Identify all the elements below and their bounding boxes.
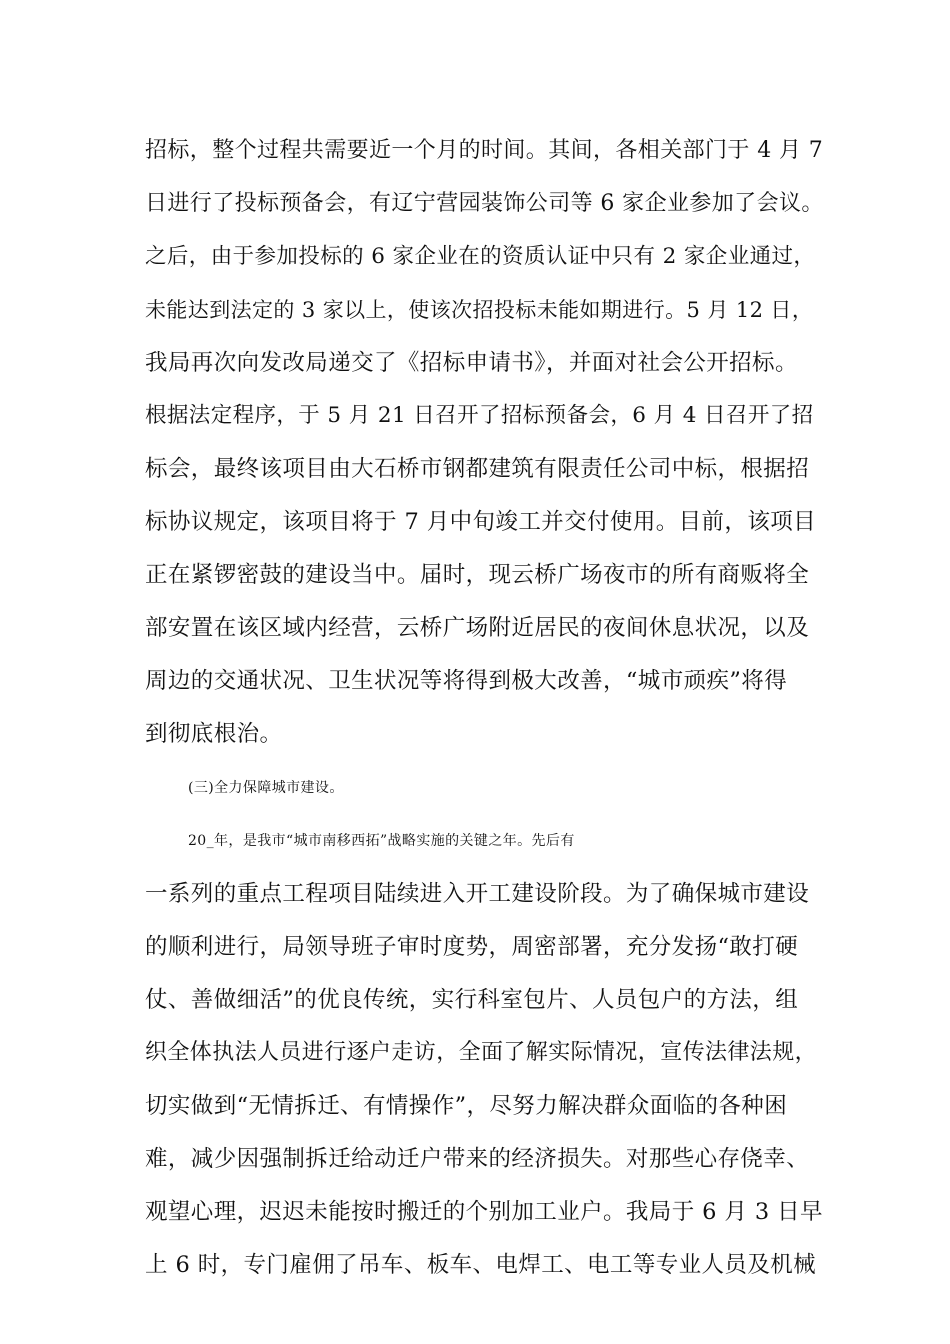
text-line: 标会，最终该项目由大石桥市钢都建筑有限责任公司中标，根据招	[145, 456, 810, 482]
text-line: 的顺利进行，局领导班子审时度势，周密部署，充分发扬“敢打硬	[145, 934, 799, 960]
text-line: 观望心理，迟迟未能按时搬迁的个别加工业户。我局于 6 月 3 日早	[145, 1199, 823, 1225]
text-line: 切实做到“无情拆迁、有情操作”，尽努力解决群众面临的各种困	[145, 1093, 788, 1119]
text-line: 之后，由于参加投标的 6 家企业在的资质认证中只有 2 家企业通过，	[145, 244, 816, 269]
text-line: 织全体执法人员进行逐户走访，全面了解实际情况，宣传法律法规，	[145, 1040, 818, 1065]
text-line: 上 6 时，专门雇佣了吊车、板车、电焊工、电工等专业人员及机械	[145, 1252, 817, 1278]
text-line: 20_年，是我市“城市南移西拓”战略实施的关键之年。先后有	[188, 833, 575, 849]
text-line: 招标，整个过程共需要近一个月的时间。其间，各相关部门于 4 月 7	[145, 138, 824, 163]
text-line: 标协议规定，该项目将于 7 月中旬竣工并交付使用。目前，该项目	[145, 509, 817, 535]
text-line: 到彻底根治。	[145, 721, 283, 747]
text-line: 周边的交通状况、卫生状况等将得到极大改善，“城市顽疾”将得	[145, 668, 788, 694]
text-line: 我局再次向发改局递交了《招标申请书》，并面对社会公开招标。	[145, 350, 798, 376]
text-line: 正在紧锣密鼓的建设当中。届时，现云桥广场夜市的所有商贩将全	[145, 562, 810, 588]
text-line: 日进行了投标预备会，有辽宁营园装饰公司等 6 家企业参加了会议。	[145, 191, 824, 216]
text-line: 仗、善做细活”的优良传统，实行科室包片、人员包户的方法，组	[145, 987, 799, 1013]
text-line: 未能达到法定的 3 家以上，使该次招投标未能如期进行。5 月 12 日，	[145, 298, 814, 322]
text-line: 根据法定程序，于 5 月 21 日召开了招标预备会，6 月 4 日召开了招	[145, 403, 814, 428]
section-heading: (三)全力保障城市建设。	[188, 780, 344, 796]
text-line: 难，减少因强制拆迁给动迁户带来的经济损失。对那些心存侥幸、	[145, 1146, 810, 1172]
text-line: 部安置在该区域内经营，云桥广场附近居民的夜间休息状况，以及	[145, 615, 810, 641]
text-line: 一系列的重点工程项目陆续进入开工建设阶段。为了确保城市建设	[145, 881, 810, 907]
